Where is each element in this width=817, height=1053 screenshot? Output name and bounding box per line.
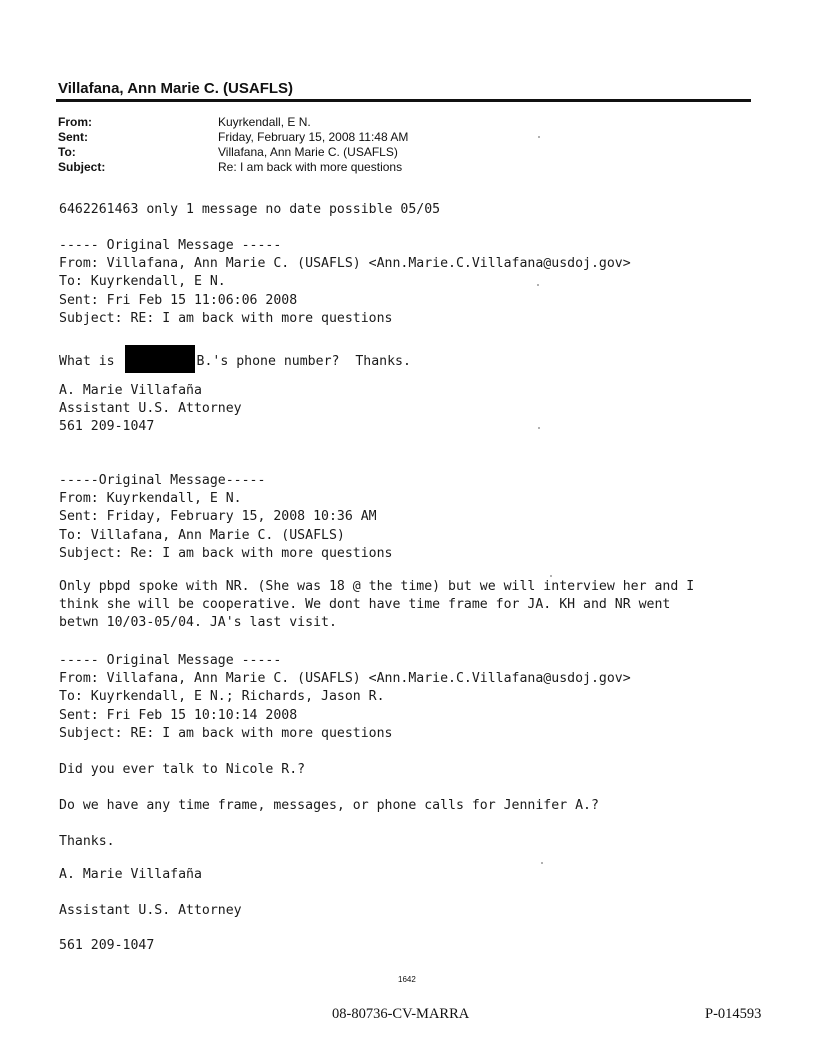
msg3-question-1: Did you ever talk to Nicole R.? (59, 762, 306, 777)
msg3-sig-title: Assistant U.S. Attorney (59, 903, 242, 918)
original-message-2 (59, 472, 392, 563)
case-id: 08-80736-CV-MARRA (332, 1006, 470, 1022)
redaction-box (125, 345, 195, 373)
separator: -----Original Message----- (59, 473, 266, 488)
msg3-to: To: Kuyrkendall, E N.; Richards, Jason R. (59, 689, 385, 705)
header-rule (56, 99, 751, 102)
separator: ----- Original Message ----- (59, 238, 282, 253)
to-label: To: (58, 145, 76, 159)
msg3-sig-name: A. Marie Villafaña (59, 867, 202, 882)
msg1-sent: Sent: Fri Feb 15 11:06:06 2008 (59, 292, 298, 308)
scan-speck (550, 575, 552, 577)
msg1-signature (59, 382, 242, 437)
email-meta (58, 115, 408, 175)
sig-phone: 561 209-1047 (59, 419, 155, 435)
msg2-from: From: Kuyrkendall, E N. (59, 491, 242, 507)
email-header-name: Villafana, Ann Marie C. (USAFLS) (58, 80, 294, 97)
sent-label: Sent: (58, 130, 88, 144)
msg2-to: To: Villafana, Ann Marie C. (USAFLS) (59, 527, 345, 543)
question-before: What is (59, 354, 123, 369)
separator: ----- Original Message ----- (59, 653, 282, 668)
msg3-from: From: Villafana, Ann Marie C. (USAFLS) <Ann.Marie.C.Villafana@usdoj.gov> (59, 671, 631, 687)
msg2-line: Only pbpd spoke with NR. (She was 18 @ the time) but we will interview her and I (59, 579, 695, 594)
meta-subject-row (58, 160, 408, 175)
msg2-line: betwn 10/03-05/04. JA's last visit. (59, 615, 337, 631)
meta-sent-row (58, 130, 408, 145)
msg1-subject: Subject: RE: I am back with more questions (59, 310, 393, 326)
page-number: 1642 (398, 975, 416, 984)
msg2-line: think she will be cooperative. We dont have time frame for JA. KH and NR went (59, 597, 671, 613)
bates-number: P-014593 (705, 1006, 762, 1022)
from-value: Kuyrkendall, E N. (218, 115, 311, 129)
msg3-sent: Sent: Fri Feb 15 10:10:14 2008 (59, 707, 298, 723)
msg2-subject: Subject: Re: I am back with more questions (59, 545, 393, 561)
msg3-sig-phone: 561 209-1047 (59, 938, 155, 953)
meta-to-row (58, 145, 408, 160)
original-message-1 (59, 237, 631, 328)
scan-speck (537, 284, 539, 286)
subject-label: Subject: (58, 160, 106, 174)
msg2-body (59, 578, 694, 633)
original-message-3 (59, 652, 631, 743)
msg2-sent: Sent: Friday, February 15, 2008 10:36 AM (59, 509, 377, 525)
from-label: From: (58, 115, 92, 129)
sig-title: Assistant U.S. Attorney (59, 401, 242, 417)
msg1-question (59, 345, 411, 373)
msg3-subject: Subject: RE: I am back with more questions (59, 725, 393, 741)
meta-from-row (58, 115, 408, 130)
msg1-from: From: Villafana, Ann Marie C. (USAFLS) <Ann.Marie.C.Villafana@usdoj.gov> (59, 256, 631, 272)
to-value: Villafana, Ann Marie C. (USAFLS) (218, 145, 398, 159)
msg1-to: To: Kuyrkendall, E N. (59, 274, 226, 290)
sig-name: A. Marie Villafaña (59, 383, 202, 398)
msg3-thanks: Thanks. (59, 834, 115, 849)
msg3-question-2: Do we have any time frame, messages, or phone calls for Jennifer A.? (59, 798, 599, 813)
reply-text: 6462261463 only 1 message no date possible 05/05 (59, 202, 441, 217)
scan-speck (538, 136, 540, 138)
question-after: B.'s phone number? Thanks. (196, 354, 411, 369)
scan-speck (538, 427, 540, 429)
sent-value: Friday, February 15, 2008 11:48 AM (218, 130, 409, 144)
scan-speck (541, 862, 543, 864)
subject-value: Re: I am back with more questions (218, 160, 403, 174)
